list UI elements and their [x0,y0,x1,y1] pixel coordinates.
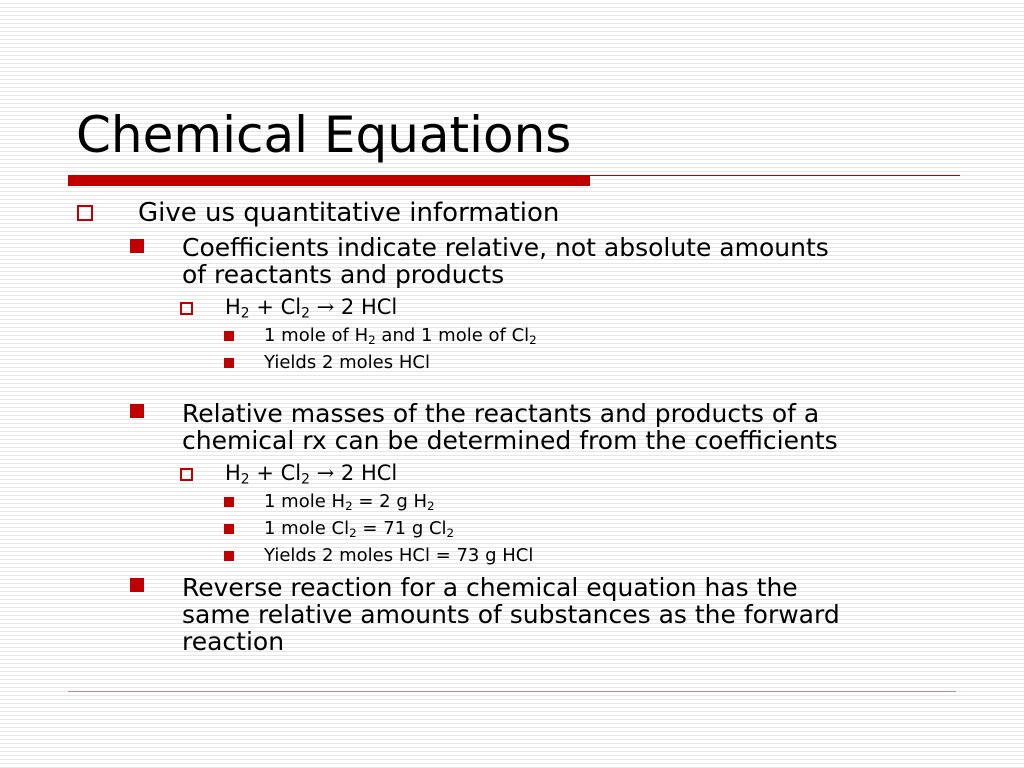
title-underline-bar [68,175,590,186]
equation-2: $H_2 + Cl_2 \to 2$ HCl [225,461,398,488]
bullet-mole-cl2-mass: 1 mole $Cl_2 = 71$ g $Cl_2$ [264,518,455,540]
equation-1: $H_2 + Cl_2 \to 2$ HCl [225,295,398,322]
bullet-yields-hcl: Yields 2 moles HCl [264,352,430,373]
arrow-icon: → [316,295,335,319]
footer-rule [68,691,956,692]
filled-square-bullet-icon [224,331,234,341]
bullet-quantitative-info: Give us quantitative information [138,198,560,228]
filled-square-bullet-icon [224,497,234,507]
bullet-relative-masses-line-1: Relative masses of the reactants and products of a [182,399,820,428]
bullet-yields-hcl-mass: Yields 2 moles HCl = 73 g HCl [264,545,534,566]
filled-square-bullet-icon [130,578,144,592]
bullet-reverse-reaction-line-3: reaction [182,627,285,656]
bullet-coefficients [182,234,829,288]
filled-square-bullet-icon [130,404,144,418]
hollow-square-bullet-icon [77,205,93,221]
bullet-reverse-reaction [182,574,840,655]
bullet-coefficients-line-1: Coefficients indicate relative, not absolute amounts [182,233,829,262]
bullet-one-mole-each: 1 mole of $H_2$ and 1 mole of $Cl_2$ [264,325,537,347]
bullet-coefficients-line-2: of reactants and products [182,260,505,289]
bullet-reverse-reaction-line-1: Reverse reaction for a chemical equation has the [182,573,798,602]
hollow-square-bullet-icon [180,468,193,481]
bullet-relative-masses [182,400,838,454]
slide-title: Chemical Equations [76,106,572,164]
arrow-icon: → [316,461,335,485]
bullet-reverse-reaction-line-2: same relative amounts of substances as the forward [182,600,840,629]
filled-square-bullet-icon [224,524,234,534]
bullet-mole-h2-mass: 1 mole $H_2 = 2$ g $H_2$ [264,491,435,513]
bullet-relative-masses-line-2: chemical rx can be determined from the coefficients [182,426,838,455]
filled-square-bullet-icon [224,551,234,561]
filled-square-bullet-icon [224,358,234,368]
filled-square-bullet-icon [130,239,144,253]
hollow-square-bullet-icon [180,302,193,315]
